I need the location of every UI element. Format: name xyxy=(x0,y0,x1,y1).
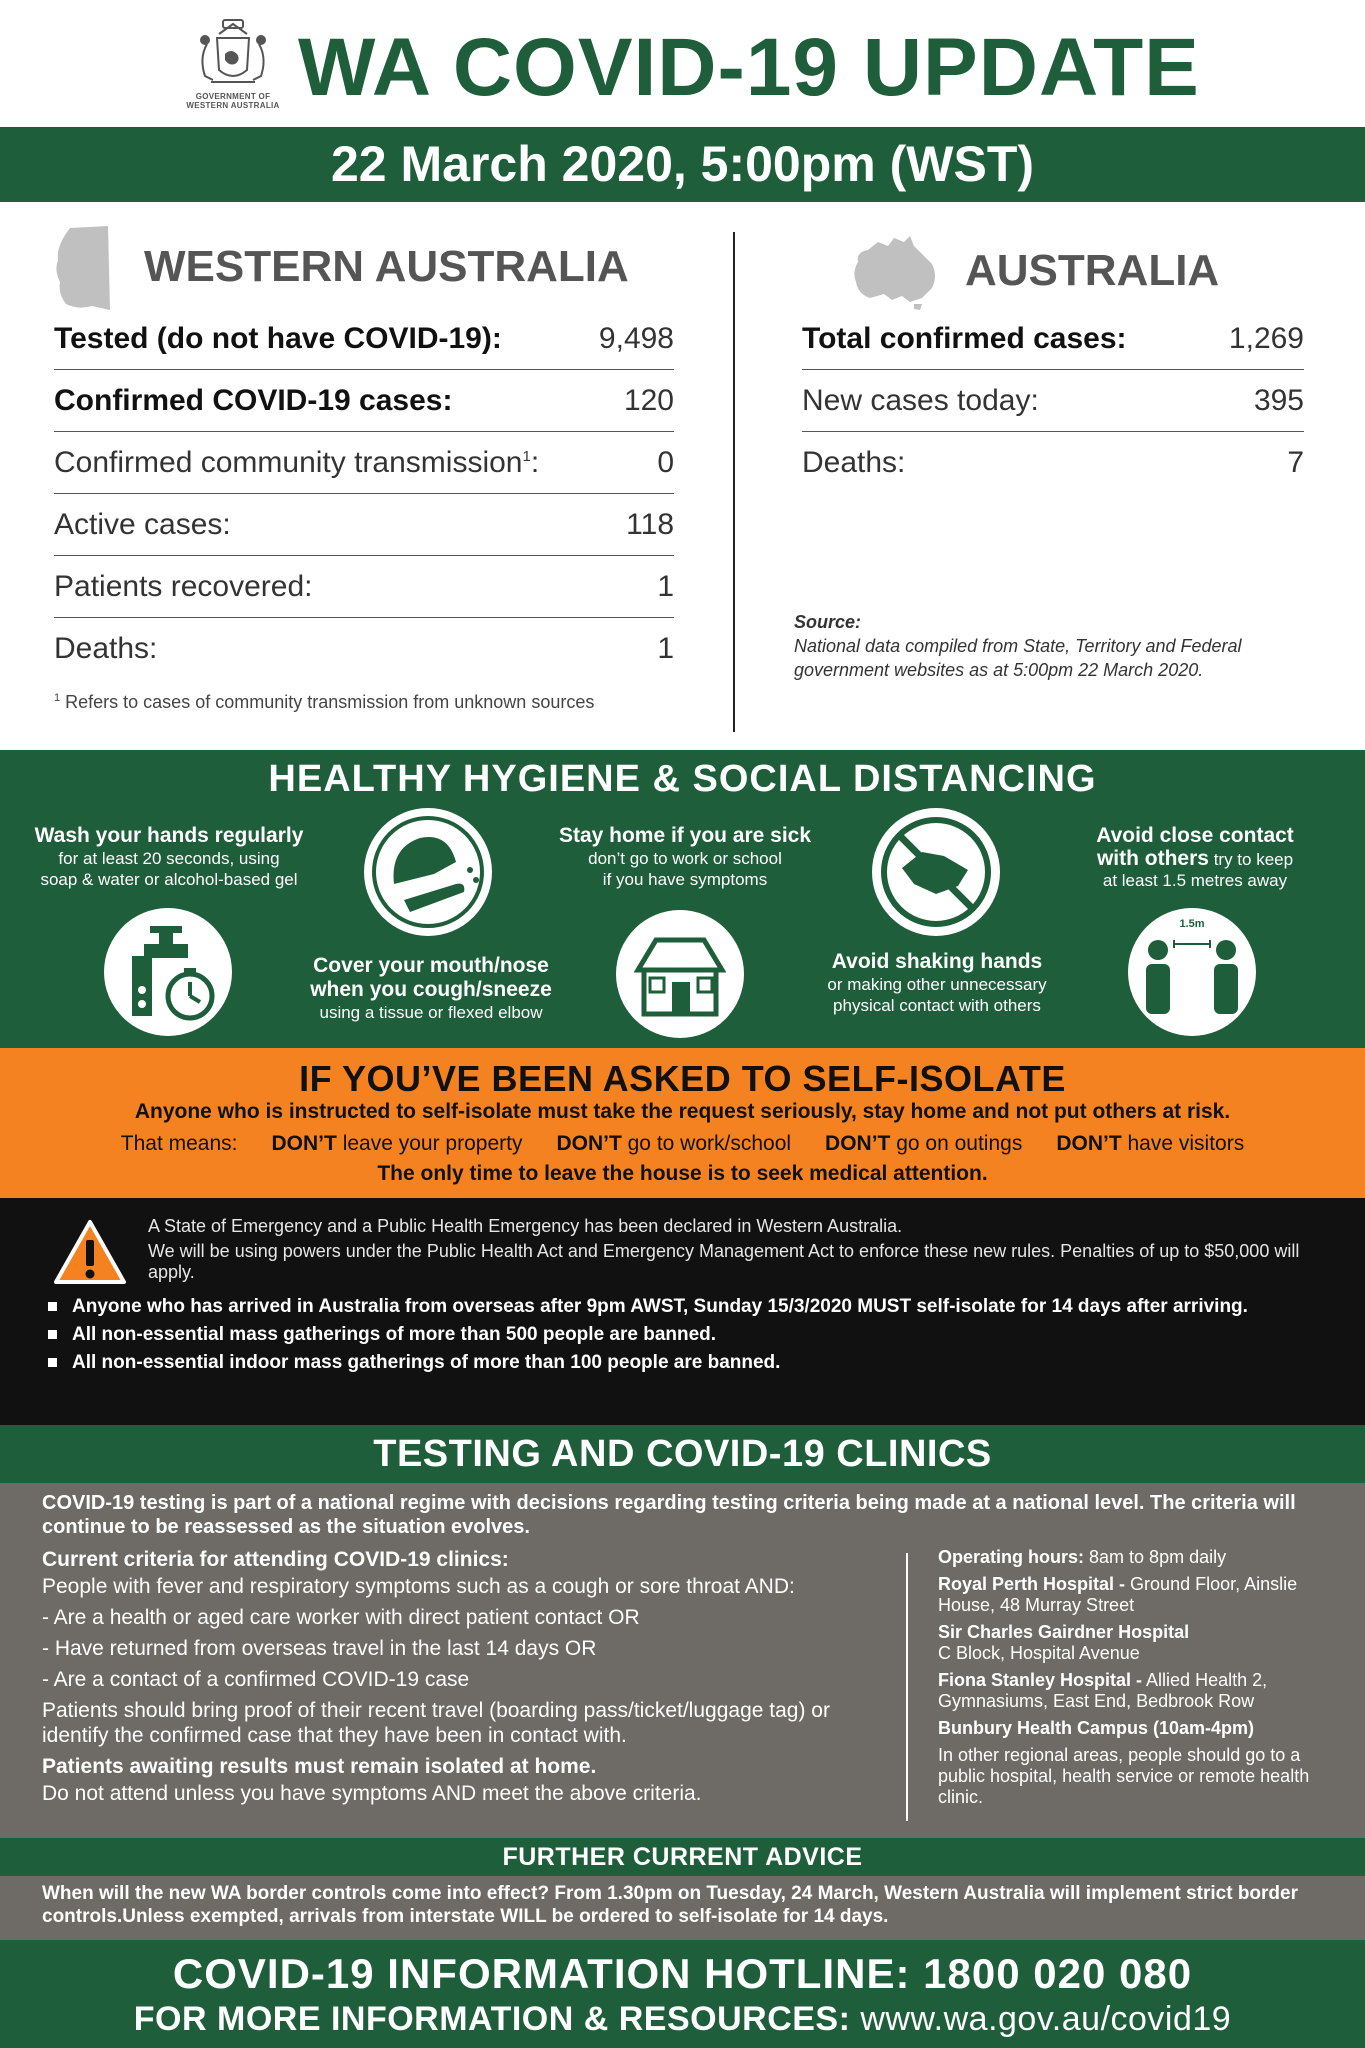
emergency-declaration xyxy=(148,1216,1338,1283)
source-heading: Source: xyxy=(794,612,862,632)
testing-criteria xyxy=(42,1547,892,1812)
hotline-number: COVID-19 INFORMATION HOTLINE: 1800 020 080 xyxy=(172,1950,1193,1997)
contact-title-2: with others xyxy=(1096,847,1209,870)
no-handshake-icon xyxy=(872,808,1000,936)
wash-hands-text xyxy=(14,824,324,890)
cover-line: using a tissue or flexed elbow xyxy=(319,1003,543,1022)
wa-stat-row xyxy=(54,618,674,680)
cough-icon xyxy=(364,808,492,936)
dont-item-3: DON’T go on outings xyxy=(825,1132,1023,1155)
wa-stat-value: 120 xyxy=(623,383,674,417)
contact-title-1: Avoid close contact xyxy=(1096,824,1294,847)
header xyxy=(0,0,1365,127)
shake-title: Avoid shaking hands xyxy=(831,950,1043,973)
government-crest xyxy=(178,14,288,114)
emergency-bullet: All non-essential indoor mass gatherings of more than 100 people are banned. xyxy=(48,1352,1338,1374)
footnote-text: Refers to cases of community transmission from unknown sources xyxy=(65,692,595,712)
do-not-attend-text: Do not attend unless you have symptoms AND meet the above criteria. xyxy=(42,1782,702,1805)
emergency-bullets xyxy=(48,1296,1338,1380)
australia-stat-label: Deaths: xyxy=(802,446,906,479)
tap-icon xyxy=(104,908,232,1036)
contact-line2: at least 1.5 metres away xyxy=(1102,871,1288,890)
source-text: National data compiled from State, Territory and Federal government websites as at 5:00pm 22 March 2020. xyxy=(794,636,1242,680)
self-isolate-subtitle: Anyone who is instructed to self-isolate must take the request seriously, stay home and not put others at risk. xyxy=(134,1100,1231,1123)
footnote xyxy=(54,692,594,713)
stay-home-title: Stay home if you are sick xyxy=(558,824,812,847)
wash-hands-line2: soap & water or alcohol-based gel xyxy=(40,870,298,889)
wa-map-icon xyxy=(52,224,112,314)
wa-stat-label: Active cases: xyxy=(54,507,231,541)
clinic-fiona-stanley: Fiona Stanley Hospital - Allied Health 2, Gymnasiums, East End, Bedbrook Row xyxy=(938,1670,1268,1711)
emergency-line-1: A State of Emergency and a Public Health Emergency has been declared in Western Australia. xyxy=(148,1216,903,1236)
regional-advice: In other regional areas, people should go to a public hospital, health service or remote health clinic. xyxy=(938,1745,1310,1807)
advice-text: When will the new WA border controls come into effect? From 1.30pm on Tuesday, 24 March, Western Australia will implement strict border controls.Unless exempted, arrivals from interstate WILL be ordered to self-isolate for 14 days. xyxy=(42,1883,1298,1927)
that-means-row xyxy=(0,1132,1365,1156)
clinic-list xyxy=(938,1547,1338,1814)
australia-heading: AUSTRALIA xyxy=(965,246,1220,295)
statistics-section xyxy=(0,202,1365,750)
australia-stat-label: New cases today: xyxy=(802,383,1039,417)
contact-line1: try to keep xyxy=(1213,850,1294,869)
proof-text: Patients should bring proof of their recent travel (boarding pass/ticket/luggage tag) or identify the confirmed case that they have been in contact with. xyxy=(42,1699,830,1747)
emergency-section xyxy=(0,1198,1365,1425)
footnote-mark: 1 xyxy=(54,692,61,704)
more-info-label: FOR MORE INFORMATION & RESOURCES: xyxy=(133,2000,851,2038)
wa-stat-row xyxy=(54,370,674,432)
wa-stat-row xyxy=(54,556,674,618)
hygiene-section xyxy=(0,750,1365,1048)
house-icon xyxy=(616,910,744,1038)
dont-item-4: DON’T have visitors xyxy=(1056,1132,1245,1155)
website-link[interactable]: www.wa.gov.au/covid19 xyxy=(860,2000,1232,2038)
only-time-text: The only time to leave the house is to seek medical attention. xyxy=(377,1162,988,1185)
vertical-divider xyxy=(733,232,735,732)
advice-section xyxy=(0,1876,1365,1940)
australia-stat-label: Total confirmed cases: xyxy=(802,321,1127,355)
self-isolate-section xyxy=(0,1048,1365,1198)
operating-hours: Operating hours: 8am to 8pm daily xyxy=(938,1547,1227,1567)
wash-hands-title: Wash your hands regularly xyxy=(34,824,304,847)
distance-icon xyxy=(1128,908,1256,1036)
cover-mouth-text xyxy=(276,954,586,1023)
crest-caption-2: WESTERN AUSTRALIA xyxy=(186,101,280,110)
australia-stat-row xyxy=(802,308,1304,370)
coat-of-arms-icon xyxy=(185,14,281,92)
wa-stat-value: 118 xyxy=(626,507,674,541)
wa-stat-label: Tested (do not have COVID-19): xyxy=(54,321,502,355)
cover-title-1: Cover your mouth/nose xyxy=(313,954,549,977)
australia-stat-row xyxy=(802,432,1304,494)
testing-intro: COVID-19 testing is part of a national regime with decisions regarding testing criteria being made at a national level. The criteria will continue to be reassessed as the situation evolves. xyxy=(42,1492,1296,1538)
australia-stat-value: 395 xyxy=(1253,383,1304,417)
hotline-section xyxy=(0,1940,1365,2048)
source-note xyxy=(794,610,1314,682)
that-means-label: That means: xyxy=(120,1132,238,1155)
clinic-bunbury: Bunbury Health Campus (10am-4pm) xyxy=(938,1718,1255,1738)
wa-stat-label: Patients recovered: xyxy=(54,569,313,603)
stay-home-line1: don’t go to work or school xyxy=(588,849,782,868)
wa-stat-label: Confirmed community transmission$^1$: xyxy=(54,445,540,479)
shake-line1: or making other unnecessary xyxy=(827,975,1047,994)
criteria-heading: Current criteria for attending COVID-19 clinics: xyxy=(42,1548,509,1571)
australia-stat-row xyxy=(802,370,1304,432)
clinic-royal-perth: Royal Perth Hospital - Ground Floor, Ainslie House, 48 Murray Street xyxy=(938,1574,1298,1615)
hygiene-title: HEALTHY HYGIENE & SOCIAL DISTANCING xyxy=(268,758,1097,800)
wash-hands-line1: for at least 20 seconds, using xyxy=(58,849,280,868)
criteria-list xyxy=(42,1605,892,1692)
wa-stat-value: 1 xyxy=(657,632,674,665)
footnote-marker: 1 xyxy=(522,447,531,465)
avoid-shaking-text xyxy=(782,950,1092,1016)
wa-heading: WESTERN AUSTRALIA xyxy=(144,242,629,291)
emergency-bullet: Anyone who has arrived in Australia from overseas after 9pm AWST, Sunday 15/3/2020 MUST self-isolate for 14 days after arriving. xyxy=(48,1296,1338,1318)
dont-item-2: DON’T go to work/school xyxy=(556,1132,792,1155)
wa-stat-row xyxy=(54,432,674,494)
self-isolate-title: IF YOU’VE BEEN ASKED TO SELF-ISOLATE xyxy=(299,1058,1066,1099)
stay-home-line2: if you have symptoms xyxy=(602,870,768,889)
page-title: WA COVID-19 UPDATE xyxy=(298,22,1200,113)
wa-stat-value: 9,498 xyxy=(598,321,674,355)
wa-stat-row xyxy=(54,494,674,556)
emergency-line-2: We will be using powers under the Public Health Act and Emergency Management Act to enforce these new rules. Penalties of up to $50,000 will apply. xyxy=(148,1241,1300,1282)
clinic-sir-charles-gairdner: Sir Charles Gairdner Hospital C Block, Hospital Avenue xyxy=(938,1622,1190,1663)
wa-stat-value: 0 xyxy=(657,445,674,479)
warning-icon xyxy=(52,1218,128,1288)
testing-section xyxy=(0,1483,1365,1838)
dont-item-1: DON’T leave your property xyxy=(271,1132,523,1155)
criteria-item: - Are a health or aged care worker with direct patient contact OR xyxy=(42,1606,640,1629)
wa-stat-row xyxy=(54,308,674,370)
close-contact-text xyxy=(1040,824,1350,891)
awaiting-text: Patients awaiting results must remain isolated at home. xyxy=(42,1755,597,1778)
testing-title: TESTING AND COVID-19 CLINICS xyxy=(0,1425,1365,1483)
criteria-item: - Are a contact of a confirmed COVID-19 case xyxy=(42,1668,470,1691)
date-banner: 22 March 2020, 5:00pm (WST) xyxy=(0,127,1365,202)
stay-home-text xyxy=(530,824,840,890)
shake-line2: physical contact with others xyxy=(833,996,1041,1015)
testing-divider xyxy=(906,1553,908,1821)
australia-stat-value: 1,269 xyxy=(1228,321,1304,355)
australia-stat-value: 7 xyxy=(1287,446,1304,479)
criteria-item: - Have returned from overseas travel in the last 14 days OR xyxy=(42,1637,597,1660)
wa-stat-label: Confirmed COVID-19 cases: xyxy=(54,383,453,417)
advice-title: FURTHER CURRENT ADVICE xyxy=(0,1838,1365,1876)
wa-stat-label: Deaths: xyxy=(54,632,158,665)
more-info-line xyxy=(0,2000,1365,2039)
wa-stat-value: 1 xyxy=(657,569,674,603)
cover-title-2: when you cough/sneeze xyxy=(310,978,552,1001)
australia-map-icon xyxy=(848,232,940,310)
distance-label: 1.5m xyxy=(1179,918,1205,930)
criteria-intro: People with fever and respiratory symptoms such as a cough or sore throat AND: xyxy=(42,1575,795,1598)
emergency-bullet: All non-essential mass gatherings of more than 500 people are banned. xyxy=(48,1324,1338,1346)
crest-caption-1: GOVERNMENT OF xyxy=(195,92,271,101)
